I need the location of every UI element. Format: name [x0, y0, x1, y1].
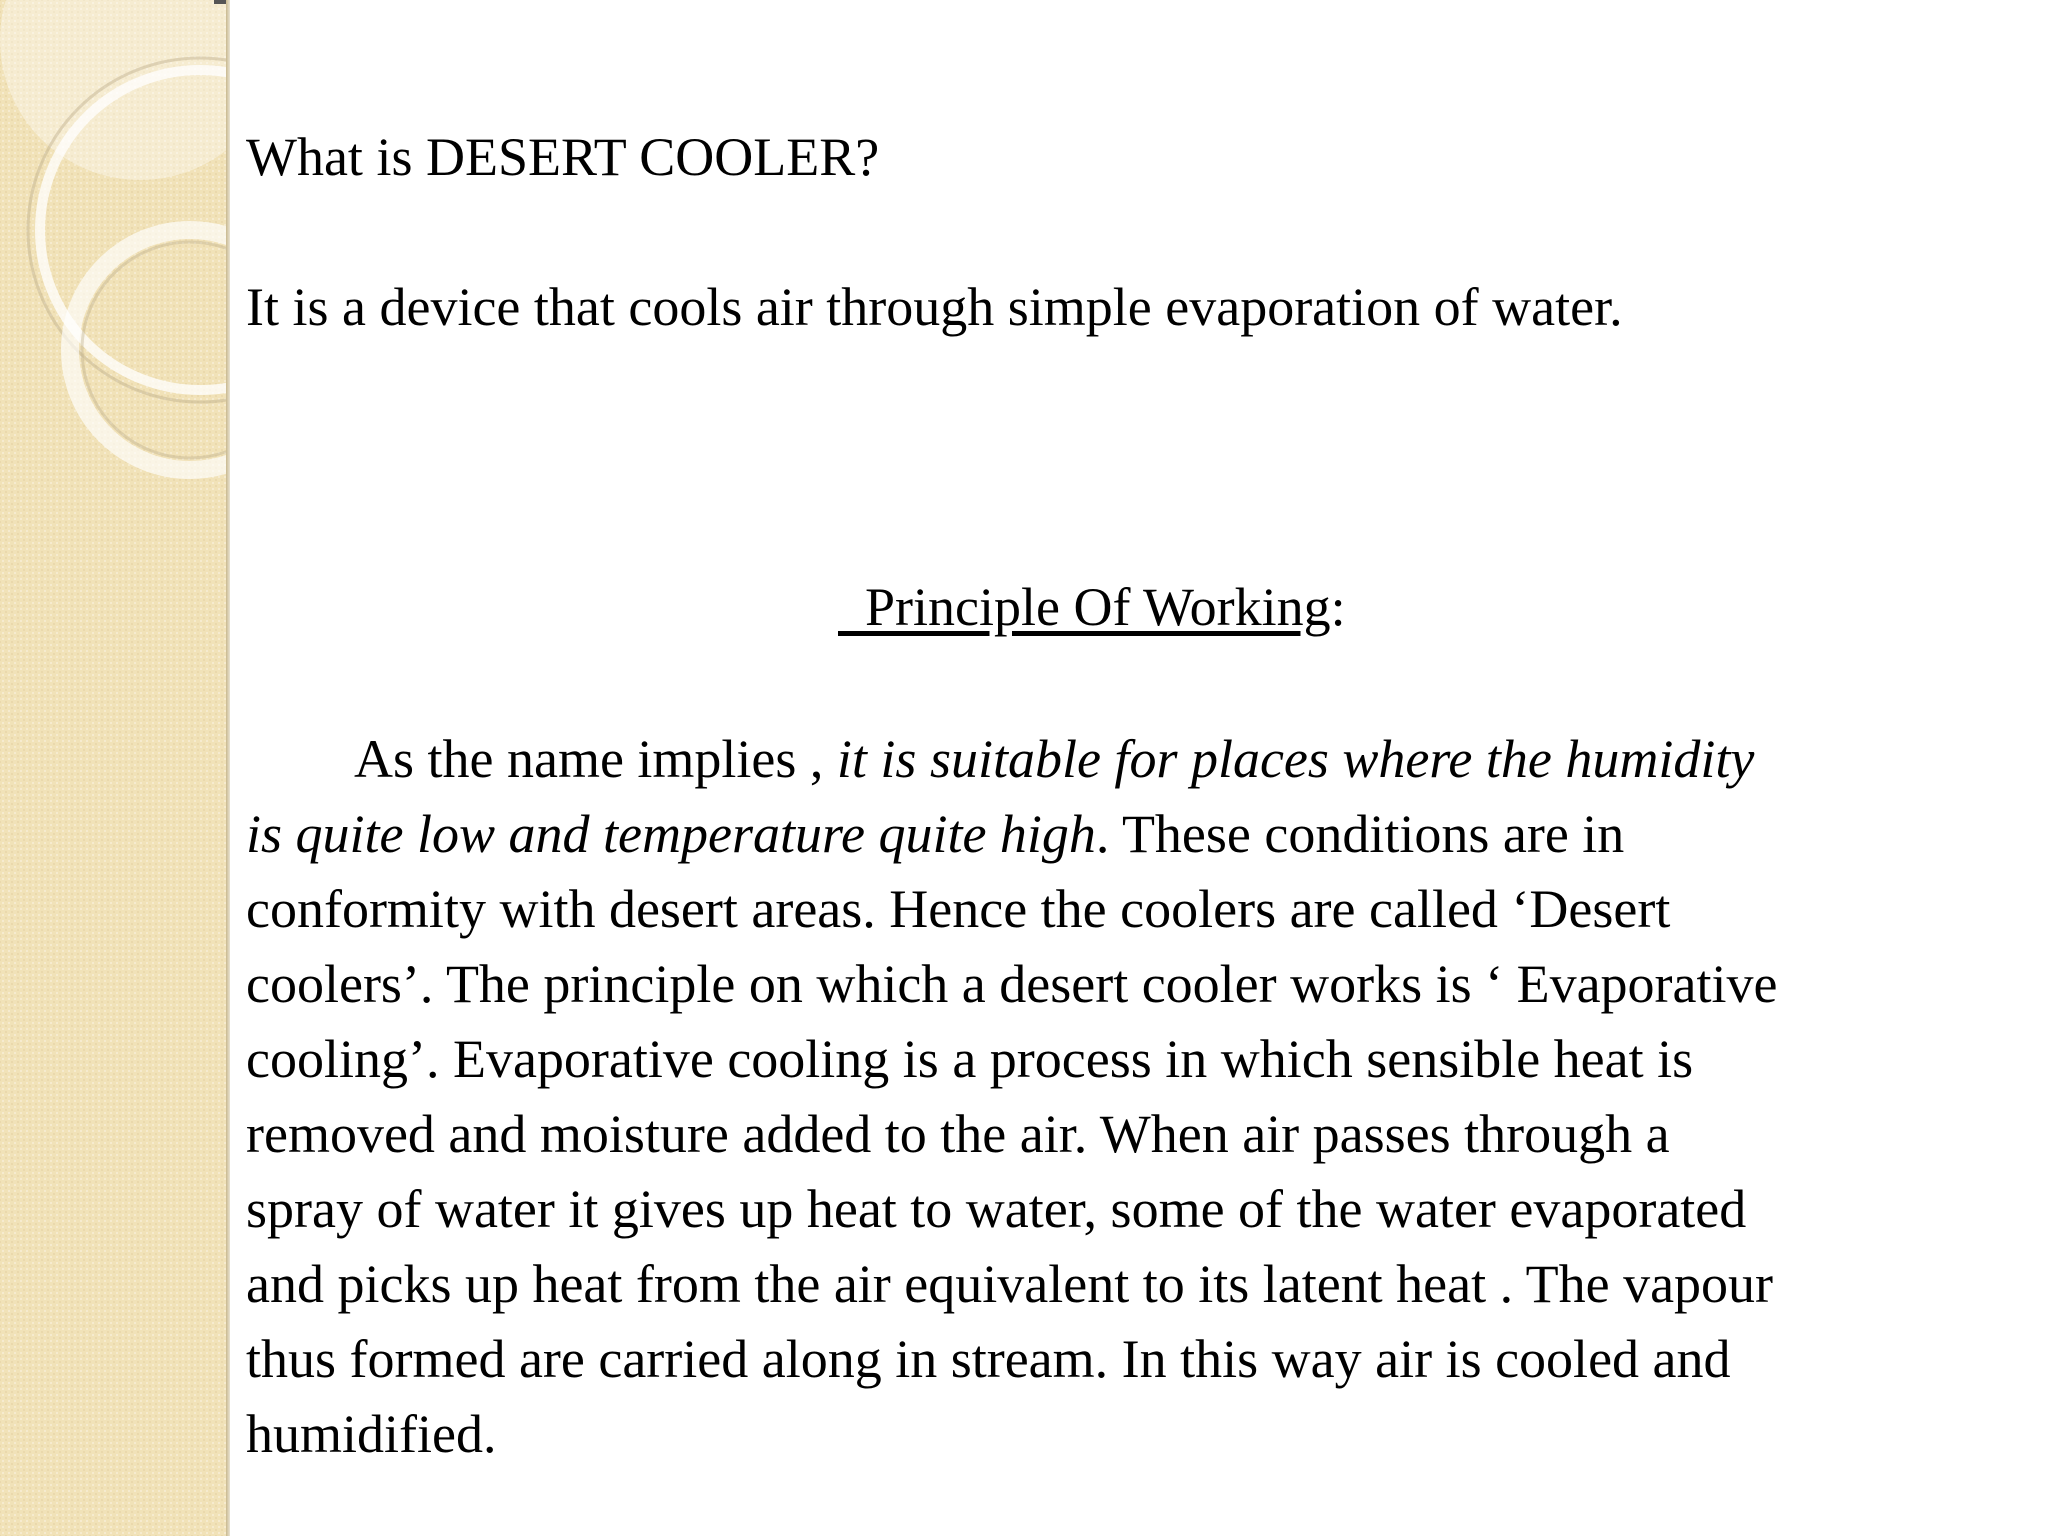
- top-corner-mark: [214, 0, 226, 4]
- paragraph-line: [246, 722, 2026, 797]
- paragraph-text: . These conditions are in: [1095, 804, 1625, 864]
- paragraph-italic-text: is quite low and temperature quite high: [246, 804, 1096, 864]
- paragraph-line: [246, 797, 2026, 872]
- section-heading: [838, 570, 1346, 645]
- definition-text: It is a device that cools air through simple evaporation of water.: [246, 277, 1623, 337]
- paragraph-line: cooling’. Evaporative cooling is a process in which sensible heat is: [246, 1029, 1694, 1089]
- paragraph-line: spray of water it gives up heat to water, some of the water evaporated: [246, 1179, 1747, 1239]
- paragraph-line: conformity with desert areas. Hence the coolers are called ‘Desert: [246, 879, 1671, 939]
- side-band-edge: [226, 0, 230, 1536]
- paragraph-line: thus formed are carried along in stream. In this way air is cooled and: [246, 1329, 1731, 1389]
- decorative-rings-graphic: [0, 0, 226, 520]
- paragraph-italic-text: it is suitable for places where the humidity: [836, 729, 1755, 789]
- heading-text: Principle Of Working: [838, 577, 1331, 637]
- paragraph-line: removed and moisture added to the air. When air passes through a: [246, 1104, 1670, 1164]
- paragraph-text: As the name implies ,: [354, 729, 837, 789]
- heading-colon: :: [1330, 577, 1346, 637]
- principle-paragraph: [246, 722, 2026, 1472]
- paragraph-line: humidified.: [246, 1404, 497, 1464]
- question-title: What is DESERT COOLER?: [246, 127, 880, 187]
- decorative-side-band: [0, 0, 226, 1536]
- paragraph-line: and picks up heat from the air equivalent to its latent heat . The vapour: [246, 1254, 1774, 1314]
- paragraph-line: coolers’. The principle on which a desert cooler works is ‘ Evaporative: [246, 954, 1778, 1014]
